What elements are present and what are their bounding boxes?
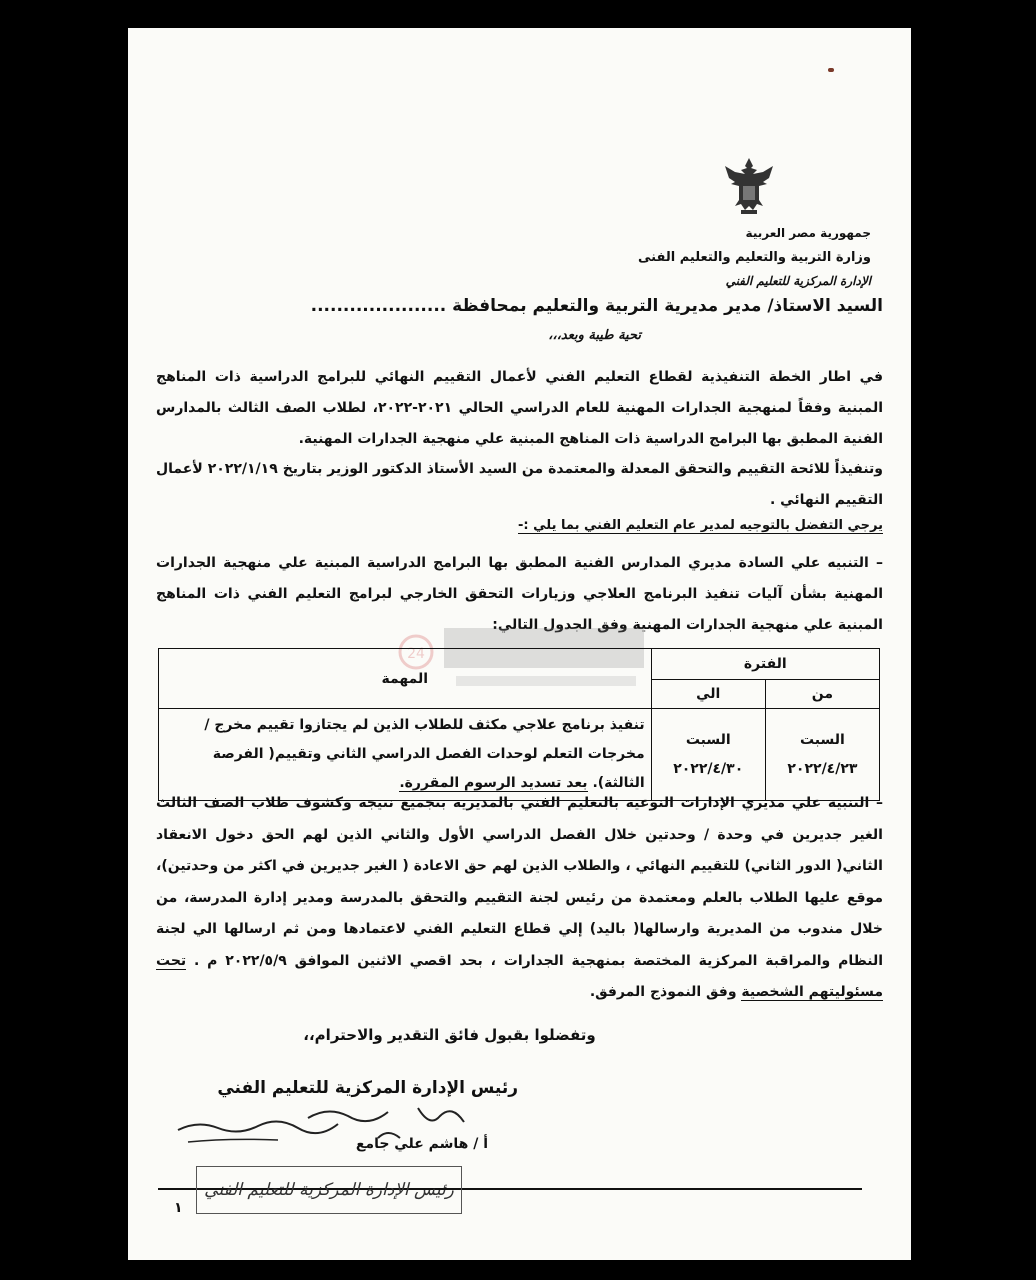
signature-title: رئيس الإدارة المركزية للتعليم الفني — [217, 1078, 518, 1098]
to-cell — [651, 709, 765, 801]
from-date: ٢٠٢٢/٤/٢٣ — [787, 760, 858, 777]
from-header: من — [765, 680, 879, 709]
svg-text:24: 24 — [407, 646, 425, 662]
to-header: الي — [651, 680, 765, 709]
eagle-emblem-icon — [723, 156, 775, 216]
ink-mark — [828, 68, 834, 72]
to-date: ٢٠٢٢/٤/٣٠ — [673, 760, 744, 777]
bullet-2-text: – التنبيه علي مديري الإدارات النوعية بالتعليم الفني بالمديرية بتجميع نتيجة وكشوف طلاب الصف الثالث الغير جديرين في وحدة / وحدتين خلال الفصل الدراسي الأول والثاني الذين لهم الحق دخول الانعقاد الثاني( الدور الثاني) للتقييم النهائي ، والطلاب الذين لهم حق الاعادة ( الغير جديرين في اكثر من وحدتين)، موقع عليها الطلاب بالعلم ومعتمدة من رئيس لجنة التقييم والتحقق بالمدرسة ومدير إدارة المدرسة، من خلال مندوب من المديرية وارسالها( باليد) إلي قطاع التعليم الفني لاعتمادها ومن ثم ارسالها الي لجنة النظام والمراقبة المركزية المختصة بمنهجية الجدارات ، بحد اقصي الاثنين الموافق ٢٠٢٢/٥/٩ م . — [156, 795, 884, 969]
period-header: الفترة — [651, 649, 879, 680]
header-administration: الإدارة المركزية للتعليم الفني — [725, 274, 871, 288]
from-day: السبت — [799, 731, 845, 748]
bullet-2 — [156, 788, 883, 1009]
table-header-row — [159, 649, 880, 680]
task-header: المهمة — [159, 649, 652, 709]
addressee-line: السيد الاستاذ/ مدير مديرية التربية والتعليم بمحافظة ..................... — [310, 296, 883, 316]
page-number: ١ — [174, 1200, 183, 1216]
task-cell — [159, 709, 652, 801]
from-cell — [765, 709, 879, 801]
header-country: جمهورية مصر العربية — [745, 226, 871, 240]
header-ministry: وزارة التربية والتعليم والتعليم الفنى — [638, 250, 871, 265]
bullet-2-underlined: تحت مسئوليتهم الشخصية — [156, 952, 883, 1000]
task-text: تنفيذ برنامج علاجي مكثف للطلاب الذين لم يجتازوا تقييم مخرج /مخرجات التعلم لوحدات الفصل الدراسي الثاني وتقييم( الفرصة الثالثة). — [204, 717, 645, 791]
to-day: السبت — [685, 731, 731, 748]
paragraph-1: في اطار الخطة التنفيذية لقطاع التعليم الفني لأعمال التقييم النهائي للبرامج الدراسية ذات المناهج المبنية وفقاً لمنهجية الجدارات المهنية للعام الدراسي الحالي ٢٠٢١-٢٠٢٢، لطلاب الصف الثالث بالمدارس الفنية المطبق بها البرامج الدراسية ذات المناهج المبنية علي منهجية الجدارات المهنية. — [156, 369, 883, 447]
document-page — [128, 28, 911, 1260]
greeting: تحية طيبة وبعد،،، — [548, 328, 641, 343]
task-underlined: بعد تسديد الرسوم المقررة. — [399, 775, 588, 791]
schedule-table — [158, 648, 880, 801]
table-row — [159, 709, 880, 801]
request-line — [156, 518, 883, 533]
signature-name: أ / هاشم علي جامع — [355, 1136, 488, 1152]
bullet-2-end: وفق النموذج المرفق. — [589, 984, 737, 1000]
request-text: يرجي التفضل بالتوجيه لمدير عام التعليم الفني بما يلي :- — [517, 518, 883, 533]
closing-line: وتفضلوا بقبول فائق التقدير والاحترام،، — [303, 1026, 596, 1044]
bullet-1: – التنبيه علي السادة مديري المدارس الفنية المطبق بها البرامج الدراسية المبنية علي منهجية الجدارات المهنية بشأن آليات تنفيذ البرنامج العلاجي وزيارات التحقق الخارجي لبرامج التعليم الفني ذات المناهج المبنية علي منهجية الجدارات المهنية وفق الجدول التالي: — [156, 555, 883, 633]
paragraph-2: وتنفيذاً للائحة التقييم والتحقق المعدلة والمعتمدة من السيد الأستاذ الدكتور الوزير بتاريخ ٢٠٢٢/١/١٩ لأعمال التقييم النهائي . — [156, 461, 883, 508]
official-stamp: رئيس الإدارة المركزية للتعليم الفني — [196, 1166, 462, 1214]
